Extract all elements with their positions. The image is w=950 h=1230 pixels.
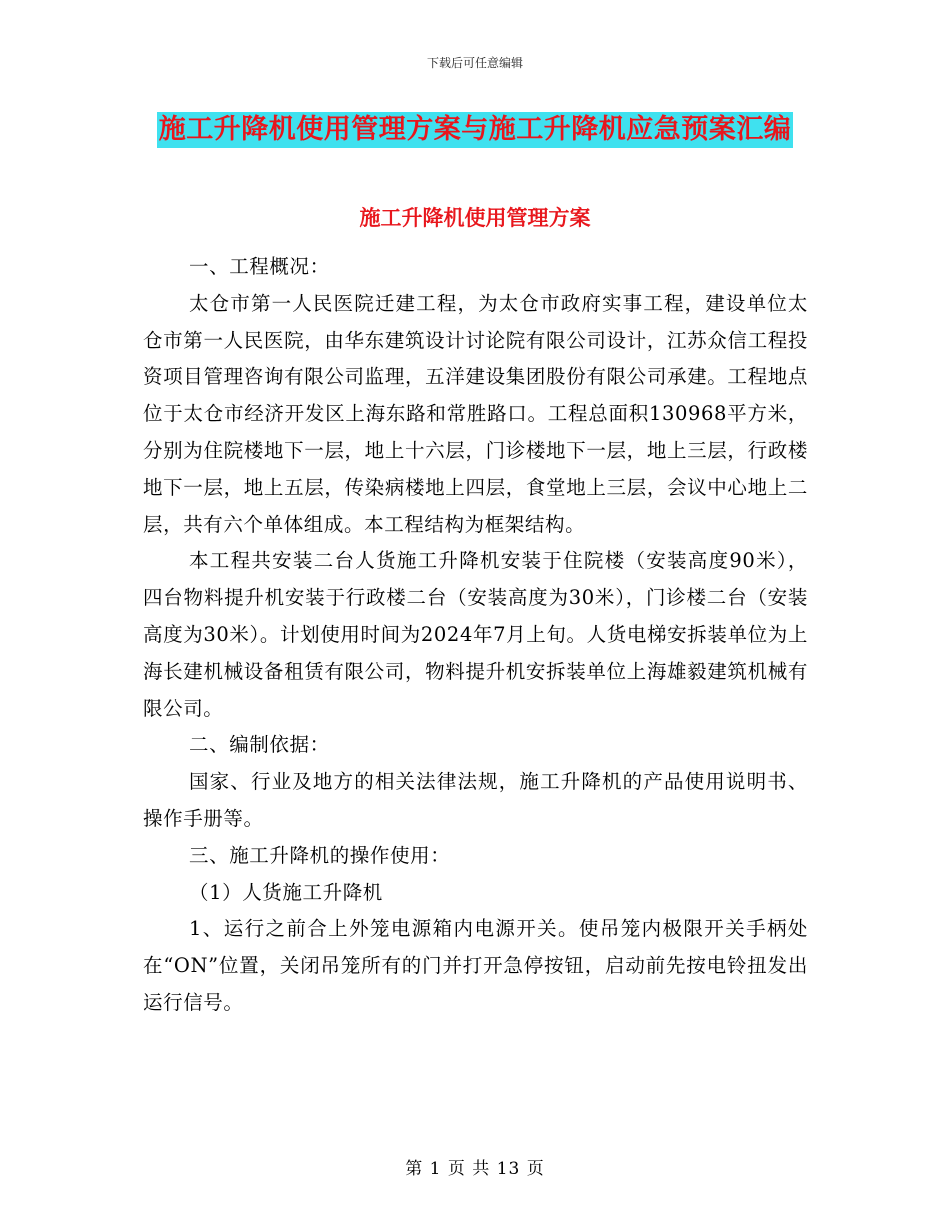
heading-compilation-basis: 二、编制依据： [189, 733, 330, 757]
section-title: 施工升降机使用管理方案 [359, 206, 591, 230]
paragraph-hoist-installation: 本工程共安装二台人货施工升降机安装于住院楼（安装高度90米），四台物料提升机安装于行政楼二台（安装高度为30米），门诊楼二台（安装高度为30米）。计划使用时间为2024年7月上旬。人货电梯安拆装单位为上海长建机械设备租赁有限公司，物料提升机安拆装单位上海雄毅建筑机械有限公司。 [143, 549, 808, 720]
document-body [143, 249, 808, 1022]
page-header-note: 下载后可任意编辑 [426, 56, 523, 70]
paragraph-project-description: 太仓市第一人民医院迁建工程，为太仓市政府实事工程，建设单位太仓市第一人民医院，由华东建筑设计讨论院有限公司设计，江苏众信工程投资项目管理咨询有限公司监理，五洋建设集团股份有限公司承建。工程地点位于太仓市经济开发区上海东路和常胜路口。工程总面积130968平方米，分别为住院楼地下一层，地上十六层，门诊楼地下一层，地上三层，行政楼地下一层，地上五层，传染病楼地上四层，食堂地上三层，会议中心地上二层，共有六个单体组成。本工程结构为框架结构。 [143, 291, 808, 536]
main-title-container [0, 112, 950, 148]
document-main-title: 施工升降机使用管理方案与施工升降机应急预案汇编 [157, 112, 794, 148]
paragraph-compilation-basis: 国家、行业及地方的相关法律法规，施工升降机的产品使用说明书、操作手册等。 [143, 770, 808, 830]
heading-project-overview: 一、工程概况： [189, 255, 330, 278]
subheading-passenger-hoist: （1）人货施工升降机 [189, 880, 383, 904]
heading-operation-use: 三、施工升降机的操作使用： [189, 843, 451, 867]
page-number: 第 1 页 共 13 页 [405, 1159, 545, 1179]
paragraph-operation-step-1: 1、运行之前合上外笼电源箱内电源开关。使吊笼内极限开关手柄处在“ON”位置，关闭吊笼所有的门并打开急停按钮，启动前先按电铃扭发出运行信号。 [143, 917, 808, 1014]
